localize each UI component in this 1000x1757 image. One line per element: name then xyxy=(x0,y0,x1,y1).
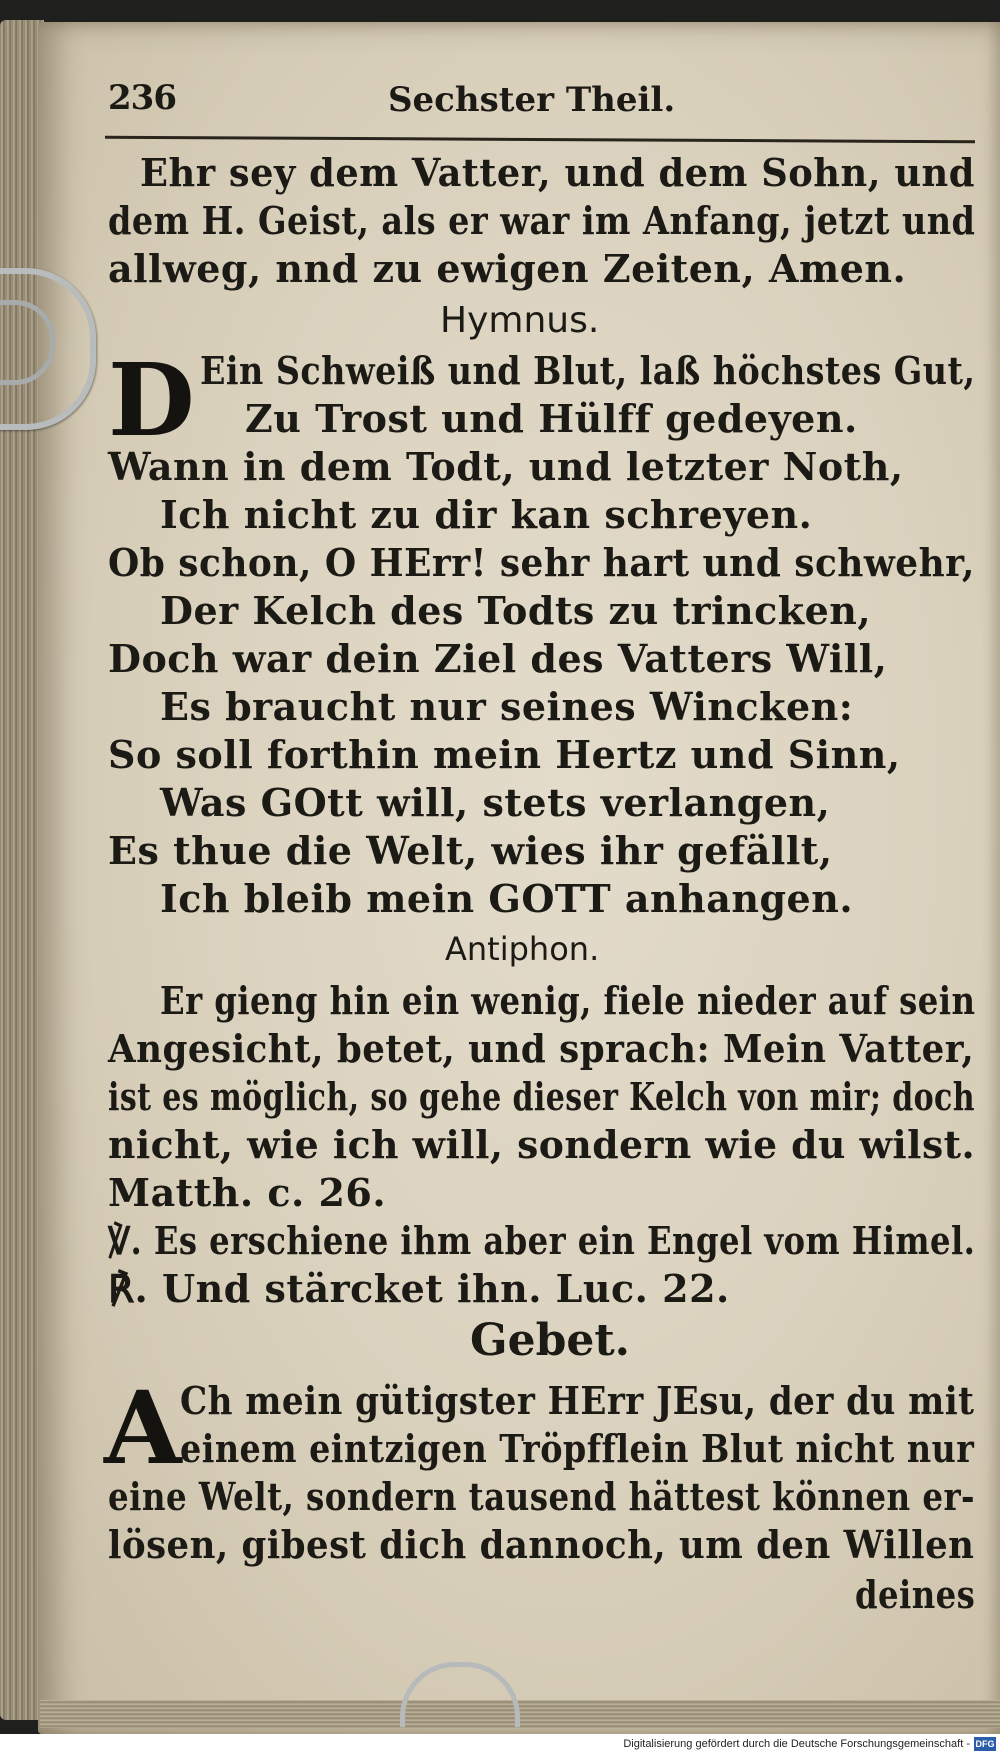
hymn-line: Wann in dem Todt, und letzter Noth, xyxy=(108,444,904,489)
dfg-logo: DFG xyxy=(975,1739,995,1749)
hymn-line: Was GOtt will, stets verlangen, xyxy=(160,780,831,825)
page-number: 236 xyxy=(108,78,176,118)
gloria-line: allweg, nnd zu ewigen Zeiten, Amen. xyxy=(108,246,907,291)
antiphon-line: nicht, wie ich will, sondern wie du wilst. xyxy=(108,1122,976,1167)
prayer-line: lösen, gibest dich dannoch, um den Willen xyxy=(108,1522,975,1567)
footer-credit: Digitalisierung gefördert durch die Deutsche Forschungsgemeinschaft - xyxy=(623,1738,970,1750)
catchword: deines xyxy=(855,1572,976,1617)
response: ℟. Und stärcket ihn. Luc. 22. xyxy=(108,1266,730,1311)
prayer-dropcap: A xyxy=(104,1369,182,1487)
hymn-line: Es thue die Welt, wies ihr gefällt, xyxy=(108,828,833,873)
hymn-line: Zu Trost und Hülff gedeyen. xyxy=(245,396,858,441)
gloria-line: Ehr sey dem Vatter, und dem Sohn, und xyxy=(140,150,975,195)
hymn-title: Hymnus. xyxy=(440,300,600,341)
antiphon-line: Er gieng hin ein wenig, fiele nieder auf sein xyxy=(160,978,976,1023)
antiphon-line: Matth. c. 26. xyxy=(108,1170,387,1215)
running-head: Sechster Theil. xyxy=(388,80,676,120)
prayer-title: Gebet. xyxy=(470,1315,630,1366)
gloria-line: dem H. Geist, als er war im Anfang, jetzt und xyxy=(108,198,976,243)
hymn-line: Ein Schweiß und Blut, laß höchstes Gut, xyxy=(200,348,976,393)
prayer-line: einem eintzigen Tröpfflein Blut nicht nur xyxy=(180,1426,975,1471)
hymn-line: Der Kelch des Todts zu trincken, xyxy=(160,588,872,633)
antiphon-line: Angesicht, betet, und sprach: Mein Vatter, xyxy=(108,1026,975,1071)
prayer-line: eine Welt, sondern tausend hättest können er- xyxy=(108,1474,975,1519)
hymn-line: Ich nicht zu dir kan schreyen. xyxy=(160,492,813,537)
prayer-line: Ch mein gütigster HErr JEsu, der du mit xyxy=(180,1378,975,1423)
hymn-line: Doch war dein Ziel des Vatters Will, xyxy=(108,636,888,681)
versicle: ℣. Es erschiene ihm aber ein Engel vom Himel. xyxy=(108,1218,976,1263)
antiphon-line: ist es möglich, so gehe dieser Kelch von mir; doch xyxy=(108,1074,975,1119)
hymn-line: So soll forthin mein Hertz und Sinn, xyxy=(108,732,901,777)
hymn-line: Ob schon, O HErr! sehr hart und schwehr, xyxy=(108,540,975,585)
page-bottom-edges xyxy=(40,1700,1000,1728)
antiphon-title: Antiphon. xyxy=(445,930,600,968)
page-header xyxy=(108,78,978,138)
hymn-line: Ich bleib mein GOTT anhangen. xyxy=(160,876,854,921)
hymn-line: Es braucht nur seines Wincken: xyxy=(160,684,854,729)
hymn-dropcap: D xyxy=(108,341,195,459)
